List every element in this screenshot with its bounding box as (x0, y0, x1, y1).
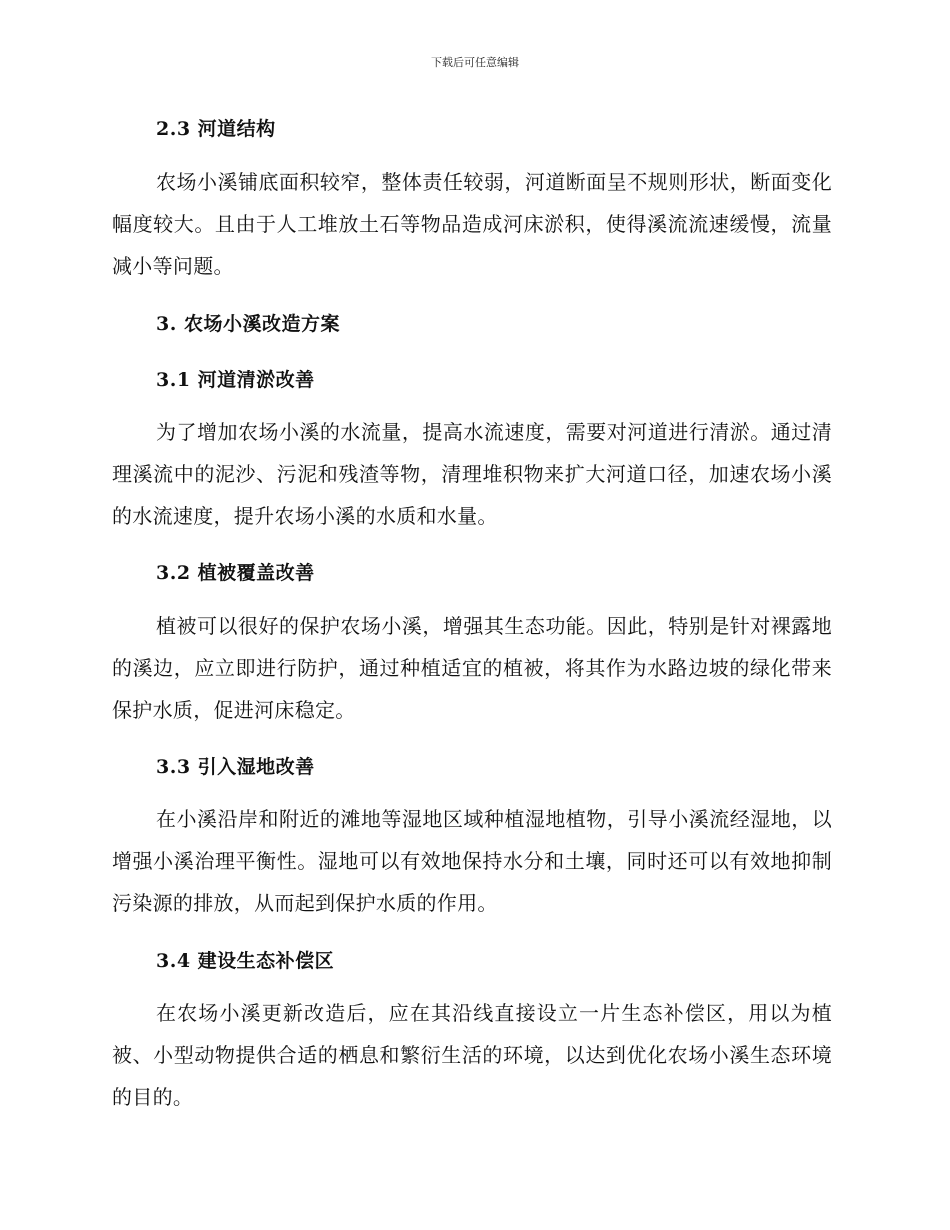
section-paragraph-3-3: 在小溪沿岸和附近的滩地等湿地区域种植湿地植物，引导小溪流经湿地，以增强小溪治理平衡性。湿地可以有效地保持水分和土壤，同时还可以有效地抑制污染源的排放，从而起到保护水质的作用。 (112, 807, 832, 915)
section-paragraph-3-2: 植被可以很好的保护农场小溪，增强其生态功能。因此，特别是针对裸露地的溪边，应立即进行防护，通过种植适宜的植被，将其作为水路边坡的绿化带来保护水质，促进河床稳定。 (112, 614, 832, 722)
section-paragraph-3-1: 为了增加农场小溪的水流量，提高水流速度，需要对河道进行清淤。通过清理溪流中的泥沙、污泥和残渣等物，清理堆积物来扩大河道口径，加速农场小溪的水流速度，提升农场小溪的水质和水量。 (112, 420, 832, 528)
section-paragraph-2-3: 农场小溪铺底面积较窄，整体责任较弱，河道断面呈不规则形状，断面变化幅度较大。且由于人工堆放土石等物品造成河床淤积，使得溪流流速缓慢，流量减小等问题。 (112, 170, 832, 278)
section-heading-3-1: 3.1 河道清淤改善 (156, 369, 315, 391)
header-note: 下载后可任意编辑 (431, 56, 519, 69)
section-heading-3: 3. 农场小溪改造方案 (156, 313, 340, 335)
section-paragraph-3-4: 在农场小溪更新改造后，应在其沿线直接设立一片生态补偿区，用以为植被、小型动物提供合适的栖息和繁衍生活的环境，以达到优化农场小溪生态环境的目的。 (112, 1001, 832, 1109)
section-heading-2-3: 2.3 河道结构 (156, 118, 276, 140)
section-heading-3-2: 3.2 植被覆盖改善 (156, 562, 315, 584)
section-heading-3-3: 3.3 引入湿地改善 (156, 756, 315, 778)
section-heading-3-4: 3.4 建设生态补偿区 (156, 950, 335, 972)
